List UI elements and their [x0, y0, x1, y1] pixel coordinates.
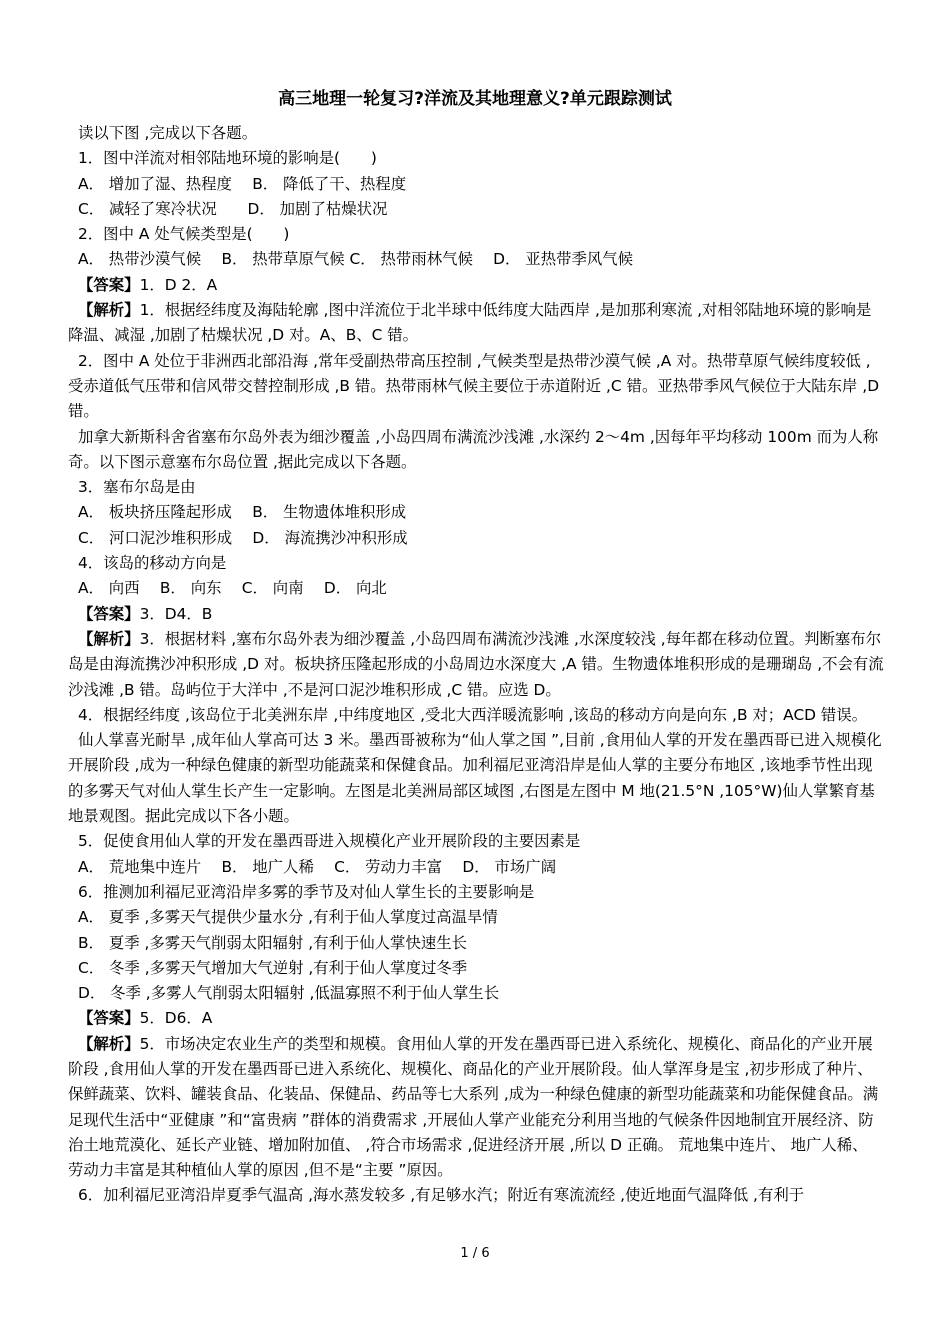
document-title: 高三地理一轮复习?洋流及其地理意义?单元跟踪测试	[278, 89, 672, 109]
question-2-options: A． 热带沙漠气候 B． 热带草原气候 C． 热带雨林气候 D． 亚热带季风气候	[78, 250, 634, 269]
question-3-options-cd: C． 河口泥沙堆积形成 D． 海流携沙冲积形成	[78, 528, 408, 547]
analysis-block-1	[68, 298, 884, 349]
passage-cactus: 仙人掌喜光耐旱 ,成年仙人掌高可达 3 米。墨西哥被称为“仙人掌之国 ”,目前 ,食用仙人掌的开发在墨西哥已进入规模化开展阶段 ,成为一种绿色健康的新型功能蔬菜和保健食品。加利福尼亚湾沿岸是仙人掌的主要分布地区 ,该地季节性出现的多雾天气对仙人掌生长产生一定影响。左图是北美洲局部区域图 ,右图是左图中 M 地(21.5°N ,105°W)仙人掌繁育基地景观图。据此完成以下各小题。	[68, 731, 882, 826]
analysis-label: 【解析】	[78, 1034, 140, 1053]
answer-block-2	[68, 602, 884, 627]
answer-text: 3．D4．B	[139, 604, 213, 623]
question-5: 5．促使食用仙人掌的开发在墨西哥进入规模化产业开展阶段的主要因素是	[78, 832, 581, 851]
analysis-text: 3．根据材料 ,塞布尔岛外表为细沙覆盖 ,小岛四周布满流沙浅滩 ,水深度较浅 ,每年都在移动位置。判断塞布尔岛是由海流携沙冲积形成 ,D 对。板块挤压隆起形成的小岛周边水深度大 ,A 错。生物遗体堆积形成的是珊瑚岛 ,不会有流沙浅滩 ,B 错。岛屿位于大洋中 ,不是河口泥沙堆积形成 ,C 错。应选 D。	[68, 629, 884, 699]
analysis-label: 【解析】	[78, 629, 140, 648]
answer-label: 【答案】	[78, 1009, 140, 1028]
answer-label: 【答案】	[78, 604, 140, 623]
answer-text: 5．D6．A	[139, 1009, 213, 1028]
analysis-block-3	[68, 1032, 884, 1184]
question-6-option-a: A． 夏季 ,多雾天气提供少量水分 ,有利于仙人掌度过高温旱情	[78, 908, 498, 927]
question-1-options-cd: C． 减轻了寒冷状况 D． 加剧了枯燥状况	[78, 199, 388, 218]
analysis-text: 1．根据经纬度及海陆轮廓 ,图中洋流位于北半球中低纬度大陆西岸 ,是加那利寒流 ,对相邻陆地环境的影响是降温、减湿 ,加剧了枯燥状况 ,D 对。A、B、C 错。	[68, 301, 872, 345]
answer-text: 1．D 2．A	[139, 275, 218, 294]
question-3-options-ab: A． 板块挤压隆起形成 B． 生物遗体堆积形成	[78, 503, 407, 522]
analysis-paragraph: 4．根据经纬度 ,该岛位于北美洲东岸 ,中纬度地区 ,受北大西洋暖流影响 ,该岛的移动方向是向东 ,B 对；ACD 错误。	[78, 705, 868, 724]
page-number: 1 / 6	[460, 1246, 490, 1261]
analysis-paragraph: 6．加利福尼亚湾沿岸夏季气温高 ,海水蒸发较多 ,有足够水汽；附近有寒流流经 ,使近地面气温降低 ,有利于	[78, 1186, 805, 1205]
document-body	[68, 121, 884, 1209]
question-6-option-d: D． 冬季 ,多雾人气削弱太阳辐射 ,低温寡照不利于仙人掌生长	[78, 984, 500, 1003]
question-6: 6．推测加利福尼亚湾沿岸多雾的季节及对仙人掌生长的主要影响是	[78, 882, 535, 901]
question-5-options: A． 荒地集中连片 B． 地广人稀 C． 劳动力丰富 D． 市场广阔	[78, 857, 557, 876]
question-1-options-ab: A． 增加了湿、热程度 B． 降低了干、热程度	[78, 174, 407, 193]
analysis-paragraph: 2．图中 A 处位于非洲西北部沿海 ,常年受副热带高压控制 ,气候类型是热带沙漠气候 ,A 对。热带草原气候纬度较低 ,受赤道低气压带和信风带交替控制形成 ,B 错。热带雨林气候主要位于赤道附近 ,C 错。亚热带季风气候位于大陆东岸 ,D 错。	[68, 351, 880, 421]
answer-block-1	[68, 273, 884, 298]
question-3: 3．塞布尔岛是由	[78, 478, 196, 497]
question-6-option-b: B． 夏季 ,多雾天气削弱太阳辐射 ,有利于仙人掌快速生长	[78, 933, 468, 952]
analysis-label: 【解析】	[78, 301, 140, 320]
answer-label: 【答案】	[78, 275, 140, 294]
question-6-option-c: C． 冬季 ,多雾天气增加大气逆射 ,有利于仙人掌度过冬季	[78, 958, 468, 977]
question-4: 4．该岛的移动方向是	[78, 554, 227, 573]
analysis-text: 5．市场决定农业生产的类型和规模。食用仙人掌的开发在墨西哥已进入系统化、规模化、商品化的产业开展阶段 ,食用仙人掌的开发在墨西哥已进入系统化、规模化、商品化的产业开展阶段。仙人掌浑身是宝 ,初步形成了种片、保鲜蔬菜、饮料、罐装食品、化装品、保健品、药品等七大系列 ,成为一种绿色健康的新型功能蔬菜和功能保健食品。满足现代生活中“亚健康 ”和“富贵病 ”群体的消费需求 ,开展仙人掌产业能充分利用当地的气候条件因地制宜开展经济、防治土地荒漠化、延长产业链、增加附加值、 ,符合市场需求 ,促进经济开展 ,所以 D 正确。 荒地集中连片、 地广人稀、 劳动力丰富是其种植仙人掌的原因 ,但不是“主要 ”原因。	[68, 1034, 879, 1180]
question-4-options: A． 向西 B． 向东 C． 向南 D． 向北	[78, 579, 387, 598]
answer-block-3	[68, 1006, 884, 1031]
passage-sable-island: 加拿大新斯科舍省塞布尔岛外表为细沙覆盖 ,小岛四周布满流沙浅滩 ,水深约 2～4m ,因每年平均移动 100m 而为人称奇。以下图示意塞布尔岛位置 ,据此完成以下各题。	[68, 427, 879, 471]
text-line: 读以下图 ,完成以下各题。	[78, 124, 258, 142]
analysis-block-2	[68, 627, 884, 703]
question-2: 2．图中 A 处气候类型是( )	[78, 225, 290, 244]
question-1: 1．图中洋流对相邻陆地环境的影响是( )	[78, 149, 377, 168]
